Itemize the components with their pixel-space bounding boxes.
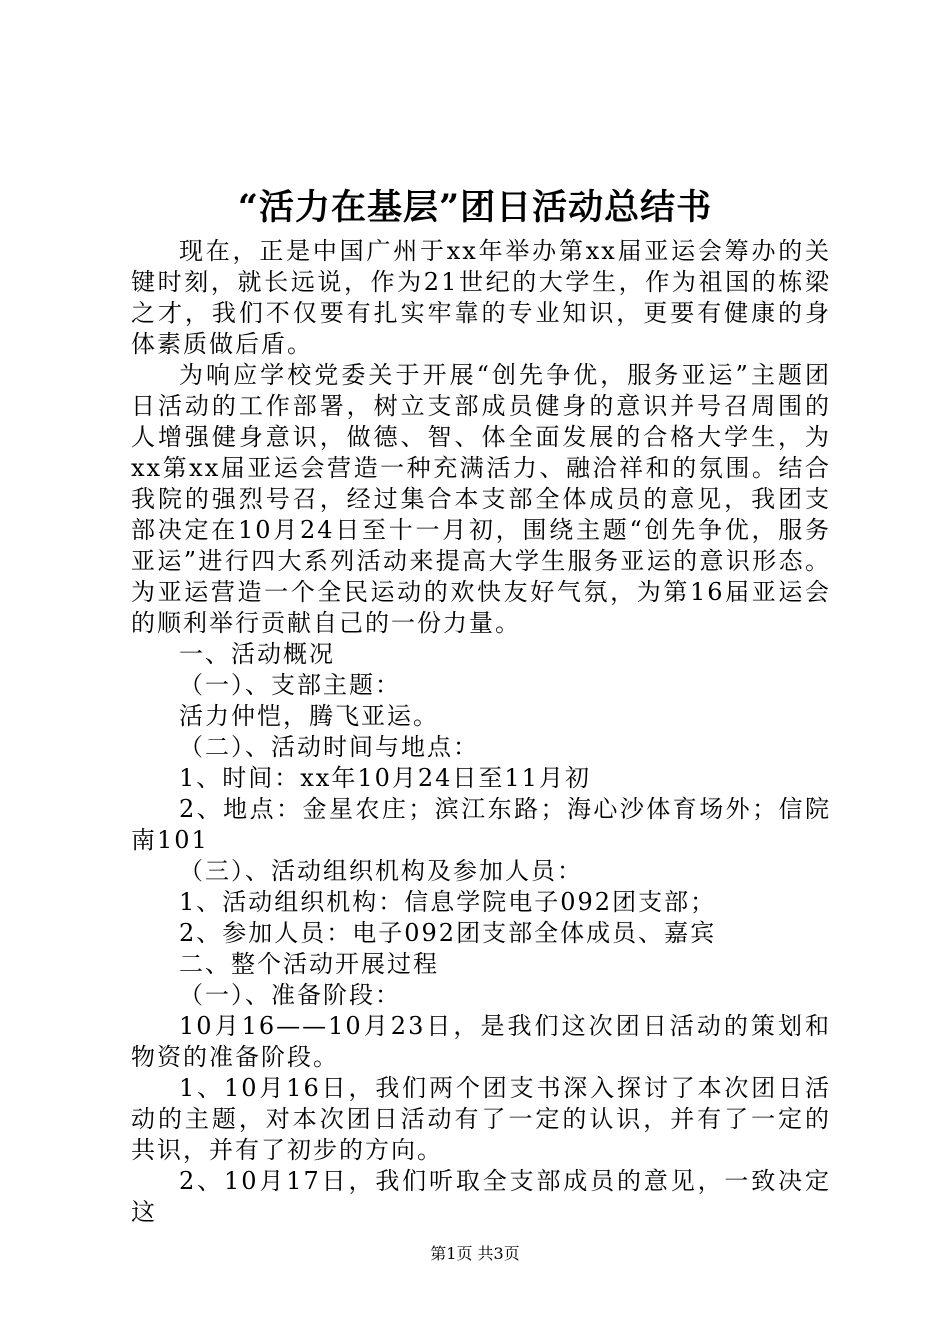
document-body	[131, 236, 831, 1228]
paragraph: 现在，正是中国广州于xx年举办第xx届亚运会筹办的关键时刻，就长远说，作为21世纪的大学生，作为祖国的栋梁之才，我们不仅要有扎实牢靠的专业知识，更要有健康的身体素质做后盾。	[131, 237, 831, 358]
list-item: 1、10月16日，我们两个团支书深入探讨了本次团日活动的主题，对本次团日活动有了一定的认识，并有了一定的共识，并有了初步的方向。	[131, 1074, 831, 1164]
list-item: 2、地点：金星农庄；滨江东路；海心沙体育场外；信院南101	[131, 795, 831, 854]
list-item: 2、10月17日，我们听取全支部成员的意见，一致决定这	[131, 1167, 831, 1226]
list-item: 1、活动组织机构：信息学院电子092团支部；	[179, 888, 717, 916]
paragraph: 10月16——10月23日，是我们这次团日活动的策划和物资的准备阶段。	[131, 1012, 831, 1071]
document-title: “活力在基层”团日活动总结书	[237, 187, 713, 228]
subsection-heading: （二）、活动时间与地点：	[179, 733, 479, 761]
page-footer: 第1页 共3页	[430, 1244, 520, 1263]
list-item: 2、参加人员：电子092团支部全体成员、嘉宾	[179, 919, 717, 947]
subsection-heading: （一）、准备阶段：	[179, 981, 401, 1009]
subsection-heading: （三）、活动组织机构及参加人员：	[179, 857, 583, 885]
paragraph: 为响应学校党委关于开展“创先争优，服务亚运”主题团日活动的工作部署，树立支部成员健身的意识并号召周围的人增强健身意识，做德、智、体全面发展的合格大学生，为xx第xx届亚运会营造一种充满活力、融洽祥和的氛围。结合我院的强烈号召，经过集合本支部全体成员的意见，我团支部决定在10月24日至十一月初，围绕主题“创先争优，服务亚运”进行四大系列活动来提高大学生服务亚运的意识形态。为亚运营造一个全民运动的欢快友好气氛，为第16届亚运会的顺利举行贡献自己的一份力量。	[131, 361, 831, 637]
paragraph: 活力仲恺，腾飞亚运。	[179, 702, 439, 730]
section-heading: 二、整个活动开展过程	[179, 950, 439, 978]
section-heading: 一、活动概况	[179, 640, 335, 668]
subsection-heading: （一）、支部主题：	[179, 671, 401, 699]
list-item: 1、时间：xx年10月24日至11月初	[179, 764, 591, 792]
